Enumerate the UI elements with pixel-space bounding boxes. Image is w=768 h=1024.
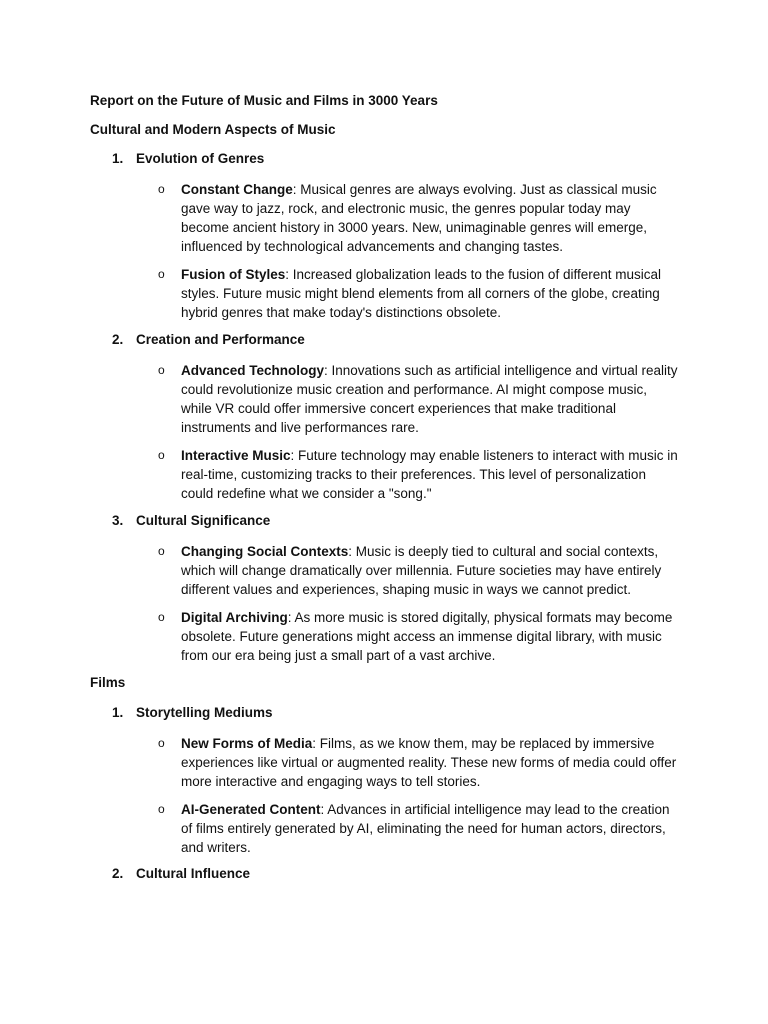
- bullet-term: Interactive Music: [181, 448, 291, 463]
- numbered-item: [112, 513, 270, 528]
- bullet-text: : As more music is stored digitally, physical formats may become obsolete. Future generations might access an immense digital library, with music from our era being just a small part of a vast archive.: [181, 610, 673, 663]
- item-number: 2.: [112, 866, 124, 881]
- item-heading: Storytelling Mediums: [136, 705, 273, 720]
- bullet-marker: o: [158, 182, 165, 196]
- bullet-text: : Music is deeply tied to cultural and social contexts, which will change dramatically over millennia. Future societies may have entirely different values and experiences, shaping music in ways we cannot predict.: [181, 544, 662, 597]
- bullet-item: [158, 180, 678, 256]
- bullet-term: AI-Generated Content: [181, 802, 321, 817]
- bullet-text: : Films, as we know them, may be replaced by immersive experiences like virtual or augmented reality. These new forms of media could offer more interactive and engaging ways to tell stories.: [181, 736, 677, 789]
- numbered-item: [112, 705, 273, 720]
- numbered-item: [112, 151, 264, 166]
- numbered-item: [112, 866, 250, 881]
- bullet-item: [158, 446, 678, 503]
- bullet-term: Changing Social Contexts: [181, 544, 349, 559]
- bullet-marker: o: [158, 544, 165, 558]
- item-number: 3.: [112, 513, 124, 528]
- item-heading: Evolution of Genres: [136, 151, 265, 166]
- bullet-term: Digital Archiving: [181, 610, 288, 625]
- bullet-text: : Advances in artificial intelligence may lead to the creation of films entirely generated by AI, eliminating the need for human actors, directors, and writers.: [181, 802, 670, 855]
- bullet-term: New Forms of Media: [181, 736, 313, 751]
- item-number: 2.: [112, 332, 124, 347]
- bullet-term: Advanced Technology: [181, 363, 325, 378]
- bullet-item: [158, 734, 678, 791]
- item-number: 1.: [112, 151, 124, 166]
- item-heading: Cultural Influence: [136, 866, 251, 881]
- bullet-item: [158, 542, 678, 599]
- bullet-marker: o: [158, 363, 165, 377]
- bullet-marker: o: [158, 448, 165, 462]
- bullet-marker: o: [158, 610, 165, 624]
- bullet-item: [158, 800, 678, 857]
- bullet-text: : Future technology may enable listeners to interact with music in real-time, customizing tracks to their preferences. This level of personalization could redefine what we consider a "song.": [181, 448, 678, 501]
- bullet-text: : Innovations such as artificial intelligence and virtual reality could revolutionize music creation and performance. AI might compose music, while VR could offer immersive concert experiences that make traditional instruments and live performances rare.: [181, 363, 678, 435]
- bullet-text: : Musical genres are always evolving. Just as classical music gave way to jazz, rock, and electronic music, the genres popular today may become ancient history in 3000 years. New, unimaginable genres will emerge, influenced by technological advancements and changing tastes.: [181, 182, 657, 254]
- section-heading-films: Films: [90, 675, 126, 690]
- item-heading: Creation and Performance: [136, 332, 305, 347]
- section-heading-music: Cultural and Modern Aspects of Music: [90, 122, 336, 137]
- bullet-term: Constant Change: [181, 182, 293, 197]
- bullet-marker: o: [158, 736, 165, 750]
- bullet-marker: o: [158, 267, 165, 281]
- bullet-marker: o: [158, 802, 165, 816]
- document-title: Report on the Future of Music and Films in 3000 Years: [90, 93, 438, 108]
- item-number: 1.: [112, 705, 124, 720]
- bullet-item: [158, 265, 678, 322]
- bullet-term: Fusion of Styles: [181, 267, 286, 282]
- bullet-text: : Increased globalization leads to the fusion of different musical styles. Future music might blend elements from all corners of the globe, creating hybrid genres that make today's distinctions obsolete.: [181, 267, 661, 320]
- item-heading: Cultural Significance: [136, 513, 271, 528]
- bullet-item: [158, 361, 678, 437]
- numbered-item: [112, 332, 305, 347]
- bullet-item: [158, 608, 678, 665]
